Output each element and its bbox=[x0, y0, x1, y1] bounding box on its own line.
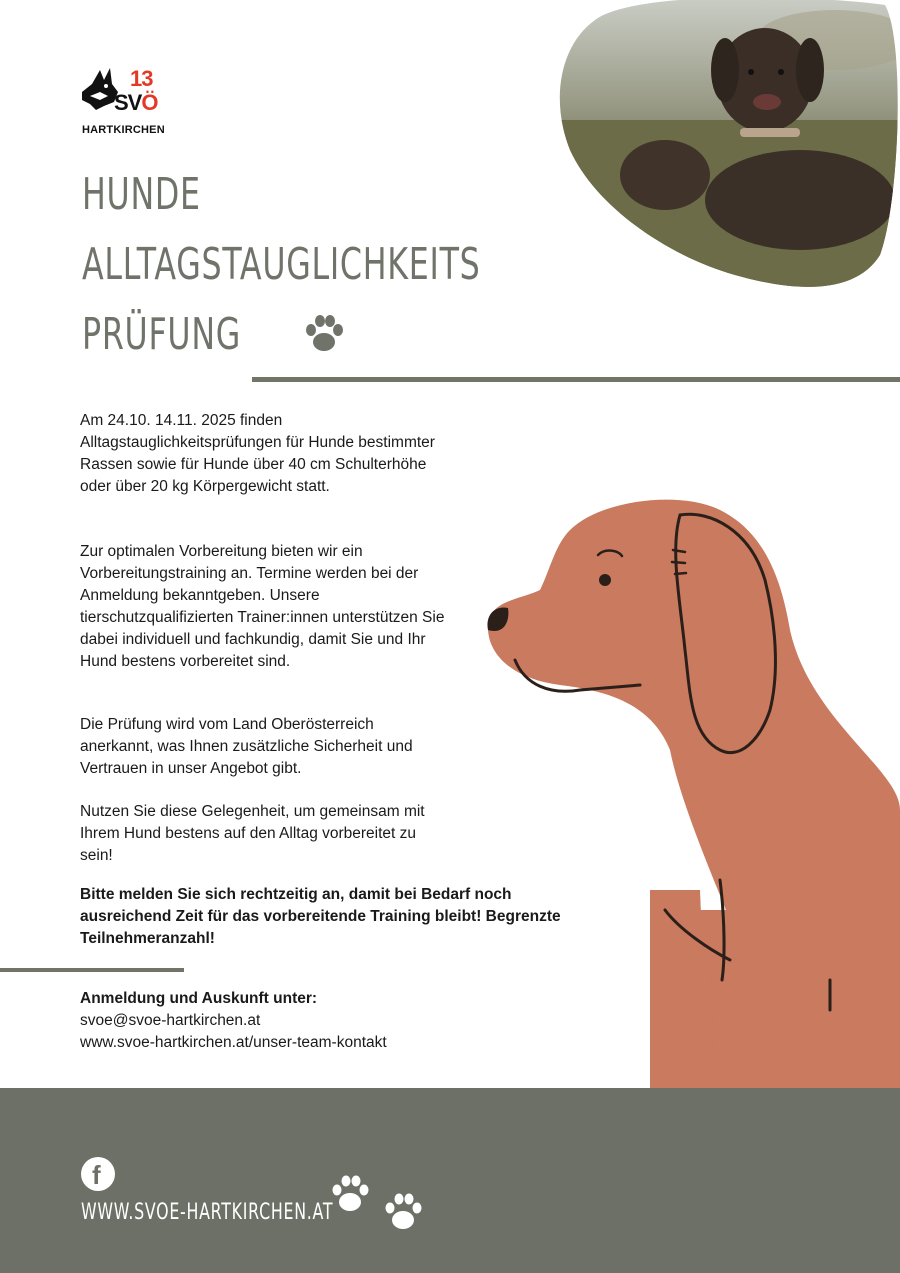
facebook-icon[interactable]: f bbox=[81, 1157, 115, 1191]
paragraph-register-note: Bitte melden Sie sich rechtzeitig an, damit bei Bedarf noch ausreichend Zeit für das vorbereitende Training bleibt! Begrenzte Teilnehmeranzahl! bbox=[80, 886, 561, 947]
club-logo bbox=[78, 62, 178, 142]
cartoon-dog-illustration bbox=[480, 490, 900, 1170]
logo-city: HARTKIRCHEN bbox=[82, 124, 165, 136]
paragraph-opportunity: Nutzen Sie diese Gelegenheit, um gemeinsam mit Ihrem Hund bestens auf den Alltag vorbereitet zu sein! bbox=[80, 803, 425, 864]
title-line-3: PRÜFUNG bbox=[82, 309, 242, 360]
paragraph-dates: Am 24.10. 14.11. 2025 finden Alltagstauglichkeitsprüfungen für Hunde bestimmter Rassen sowie für Hunde über 40 cm Schulterhöhe oder über 20 kg Körpergewicht statt. bbox=[80, 412, 435, 495]
contact-heading: Anmeldung und Auskunft unter: bbox=[80, 990, 318, 1007]
footer-band bbox=[0, 1088, 900, 1273]
page-title bbox=[82, 160, 481, 370]
contact-web-link[interactable]: www.svoe-hartkirchen.at/unser-team-kontakt bbox=[80, 1034, 387, 1051]
logo-sv: SVÖ bbox=[114, 90, 158, 115]
title-line-1: HUNDE bbox=[82, 169, 201, 220]
title-line-2: ALLTAGSTAUGLICHKEITS bbox=[82, 239, 481, 290]
dog-photo bbox=[555, 0, 900, 290]
paragraph-recognition: Die Prüfung wird vom Land Oberösterreich anerkannt, was Ihnen zusätzliche Sicherheit und Vertrauen in unser Angebot gibt. bbox=[80, 716, 413, 777]
logo-number: 13 bbox=[130, 66, 153, 91]
paragraph-training: Zur optimalen Vorbereitung bieten wir ein Vorbereitungstraining an. Termine werden bei der Anmeldung bekanntgeben. Unsere tierschutzqualifizierten Trainer:innen unterstützen Sie dabei individuell und fachkundig, damit Sie und Ihr Hund bestens vorbereitet sind. bbox=[80, 543, 445, 670]
divider-top bbox=[252, 377, 900, 382]
divider-mid bbox=[0, 968, 184, 972]
footer-website-link[interactable]: WWW.SVOE-HARTKIRCHEN.AT bbox=[81, 1200, 334, 1225]
contact-block bbox=[80, 988, 387, 1054]
paw-icon bbox=[300, 310, 348, 358]
paw-prints-icon bbox=[325, 1170, 435, 1240]
contact-email-link[interactable]: svoe@svoe-hartkirchen.at bbox=[80, 1012, 261, 1029]
